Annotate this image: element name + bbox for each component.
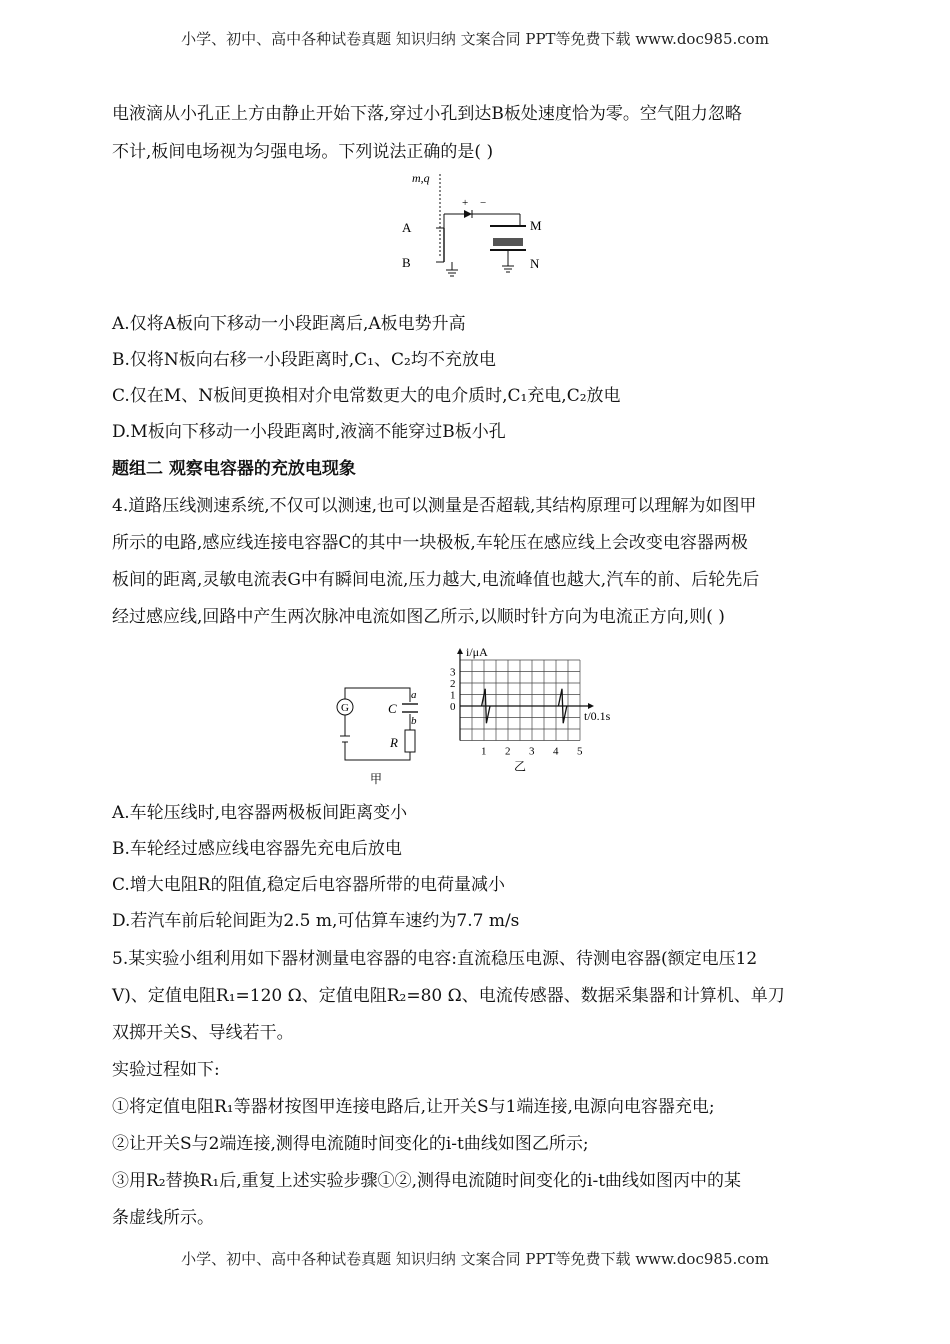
x-tick-label: 3 — [529, 745, 535, 758]
section-title: 题组二 观察电容器的充放电现象 — [112, 459, 356, 479]
plate-m-label: M — [530, 218, 542, 233]
x-tick-label: 4 — [553, 745, 559, 758]
x-tick-label: 1 — [481, 745, 487, 758]
y-tick-label: 2 — [450, 678, 456, 690]
capacitor-label: C — [388, 701, 397, 716]
minus-label: − — [480, 197, 487, 209]
y-axis-label: i/μA — [466, 645, 488, 659]
x-tick-label: 5 — [577, 745, 583, 758]
plus-label: + — [462, 197, 469, 209]
circuit-caption: 甲 — [370, 772, 383, 786]
q5-line-4: 实验过程如下: — [112, 1060, 220, 1080]
q4-stem-line-3: 板间的距离,灵敏电流表G中有瞬间电流,压力越大,电流峰值也越大,汽车的前、后轮先后 — [112, 570, 760, 590]
q4-stem-line-4: 经过感应线,回路中产生两次脉冲电流如图乙所示,以顺时针方向为电流正方向,则( ) — [112, 607, 725, 627]
y-axis-arrow — [457, 648, 463, 654]
chart-caption: 乙 — [514, 759, 527, 774]
page-header: 小学、初中、高中各种试卷真题 知识归纳 文案合同 PPT等免费下载 www.doc985.com — [181, 30, 769, 48]
galvanometer-label: G — [341, 702, 349, 714]
q4-option-b: B.车轮经过感应线电容器先充电后放电 — [112, 839, 402, 859]
resistor-label: R — [390, 735, 398, 750]
q4-current-chart — [440, 636, 630, 790]
dielectric — [493, 238, 523, 246]
plate-b-label: B — [402, 255, 411, 270]
q5-line-1: 5.某实验小组利用如下器材测量电容器的电容:直流稳压电源、待测电容器(额定电压12 — [112, 949, 758, 969]
q5-line-5: ①将定值电阻R₁等器材按图甲连接电路后,让开关S与1端连接,电源向电容器充电; — [112, 1097, 715, 1117]
q3-option-b: B.仅将N板向右移一小段距离时,C₁、C₂均不充放电 — [112, 350, 496, 370]
y-tick-label: 0 — [450, 701, 456, 713]
y-tick-label: 1 — [450, 689, 456, 702]
x-tick-label: 2 — [505, 745, 511, 758]
plate-n-label: N — [530, 256, 540, 271]
q3-option-a: A.仅将A板向下移动一小段距离后,A板电势升高 — [112, 314, 466, 334]
x-axis-label: t/0.1s — [584, 709, 611, 723]
q3-figure — [400, 166, 560, 286]
plate-a-label: a — [411, 689, 417, 701]
q4-option-a: A.车轮压线时,电容器两极板间距离变小 — [112, 803, 408, 823]
q5-line-2: V)、定值电阻R₁=120 Ω、定值电阻R₂=80 Ω、电流传感器、数据采集器和计算机、单刀 — [112, 986, 785, 1006]
q3-stem-line-1: 电液滴从小孔正上方由静止开始下落,穿过小孔到达B板处速度恰为零。空气阻力忽略 — [112, 104, 742, 124]
q4-option-c: C.增大电阻R的阻值,稳定后电容器所带的电荷量减小 — [112, 875, 506, 895]
q3-option-c: C.仅在M、N板间更换相对介电常数更大的电介质时,C₁充电,C₂放电 — [112, 386, 621, 406]
q5-line-3: 双掷开关S、导线若干。 — [112, 1023, 294, 1043]
plate-a-label: A — [402, 220, 412, 235]
plate-b-label: b — [411, 715, 417, 727]
q4-circuit-figure — [328, 680, 428, 790]
q3-stem-line-2: 不计,板间电场视为匀强电场。下列说法正确的是( ) — [112, 142, 494, 162]
q5-line-8: 条虚线所示。 — [112, 1208, 214, 1228]
q4-stem-line-1: 4.道路压线测速系统,不仅可以测速,也可以测量是否超载,其结构原理可以理解为如图甲 — [112, 496, 757, 516]
page-footer: 小学、初中、高中各种试卷真题 知识归纳 文案合同 PPT等免费下载 www.doc985.com — [181, 1250, 769, 1268]
q5-line-7: ③用R₂替换R₁后,重复上述实验步骤①②,测得电流随时间变化的i-t曲线如图丙中的某 — [112, 1171, 742, 1191]
y-tick-label: 3 — [450, 666, 456, 679]
q5-line-6: ②让开关S与2端连接,测得电流随时间变化的i-t曲线如图乙所示; — [112, 1134, 589, 1154]
q4-stem-line-2: 所示的电路,感应线连接电容器C的其中一块极板,车轮压在感应线上会改变电容器两极 — [112, 533, 748, 553]
q3-option-d: D.M板向下移动一小段距离时,液滴不能穿过B板小孔 — [112, 422, 506, 442]
q4-option-d: D.若汽车前后轮间距为2.5 m,可估算车速约为7.7 m/s — [112, 911, 520, 931]
mq-label: m,q — [412, 171, 430, 185]
